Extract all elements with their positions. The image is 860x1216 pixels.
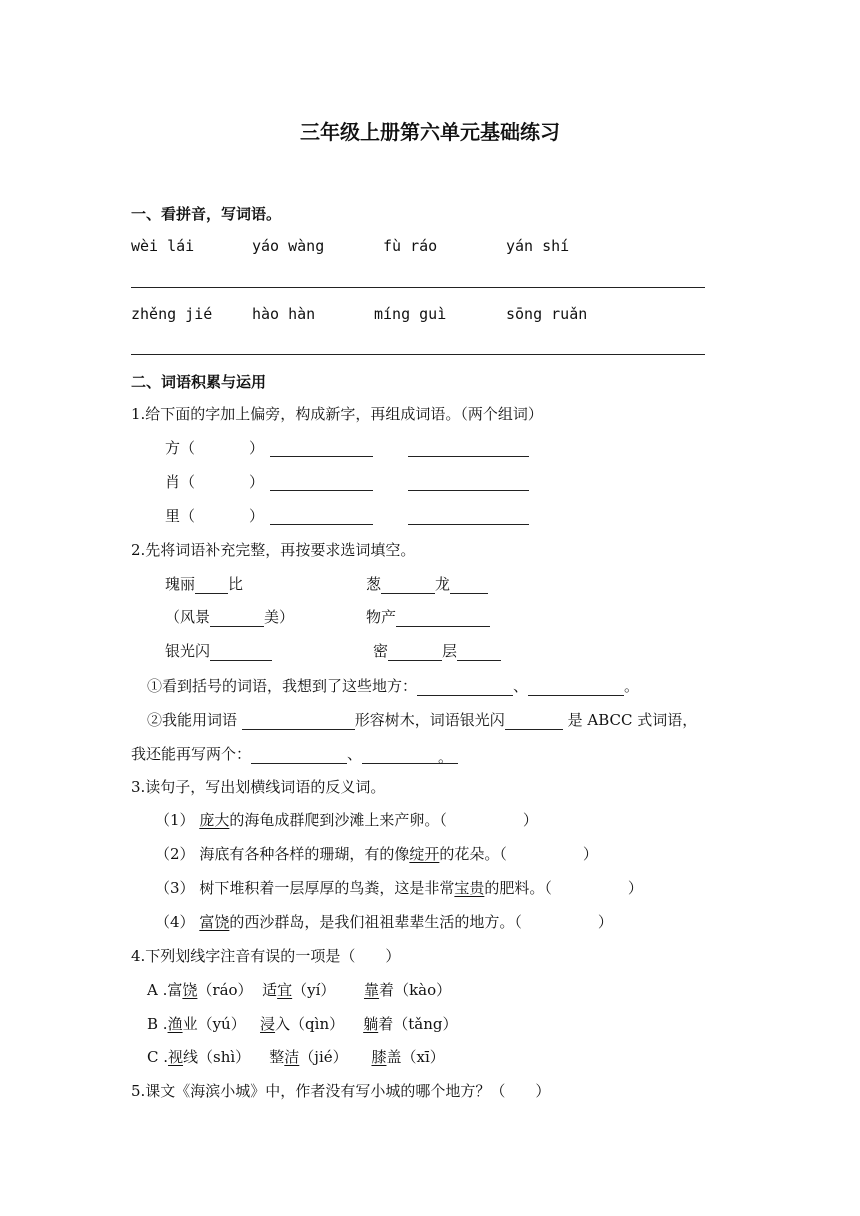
answer-line[interactable]: [131, 354, 705, 355]
idiom-item: 物产: [366, 607, 490, 627]
fill-sentence-1: ①看到括号的词语，我想到了这些地方： 、 。: [147, 677, 640, 695]
answer-line[interactable]: [131, 287, 705, 288]
option-c: C .视线（shì） 整洁（jié） 膝盖（xī）: [147, 1048, 445, 1066]
fill-sentence-2-cont: 我还能再写两个： 、 。: [131, 744, 458, 764]
question-5-prompt: 5.课文《海滨小城》中，作者没有写小城的哪个地方？（ ）: [131, 1082, 551, 1100]
idiom-item: （风景 美）: [165, 608, 295, 626]
underlined-word: 绽开: [409, 845, 440, 863]
section-2-heading: 二、词语积累与运用: [131, 373, 267, 391]
pinyin-item: wèi lái: [131, 237, 195, 255]
radical-row: 方（ ）: [165, 439, 265, 457]
antonym-item: （4） 富饶的西沙群岛，是我们祖祖辈辈生活的地方。（ ）: [155, 913, 613, 931]
pinyin-item: sōng ruǎn: [506, 305, 588, 323]
idiom-item: 密 层: [373, 641, 501, 661]
idiom-blank[interactable]: [457, 644, 501, 661]
idiom-item: 葱 龙: [366, 574, 488, 594]
idiom-blank[interactable]: [450, 577, 488, 594]
fill-blank[interactable]: [417, 679, 513, 696]
pinyin-item: zhěng jié: [131, 305, 213, 323]
option-b: B .渔业（yú） 浸入（qìn） 躺着（tǎng）: [147, 1015, 458, 1033]
pinyin-item: yáo wàng: [252, 237, 325, 255]
page-title: 三年级上册第六单元基础练习: [300, 120, 560, 144]
idiom-blank[interactable]: [210, 610, 264, 627]
radical-row: 里（ ）: [165, 507, 265, 525]
fill-blank[interactable]: [251, 747, 347, 764]
idiom-blank[interactable]: [210, 644, 272, 661]
word-blank[interactable]: [270, 508, 373, 525]
idiom-blank[interactable]: [388, 644, 442, 661]
antonym-item: （2） 海底有各种各样的珊瑚，有的像绽开的花朵。（ ）: [155, 845, 598, 863]
question-4-prompt: 4.下列划线字注音有误的一项是（ ）: [131, 947, 401, 965]
idiom-blank[interactable]: [195, 577, 228, 594]
word-blank[interactable]: [408, 508, 529, 525]
question-2-prompt: 2.先将词语补充完整，再按要求选词填空。: [131, 541, 416, 559]
pinyin-item: yán shí: [506, 237, 570, 255]
fill-blank[interactable]: [242, 713, 355, 730]
antonym-item: （1） 庞大的海龟成群爬到沙滩上来产卵。（ ）: [155, 811, 538, 829]
word-blank[interactable]: [408, 474, 529, 491]
underlined-word: 庞大: [199, 811, 230, 829]
base-char: 里: [165, 507, 181, 525]
idiom-item: 瑰丽 比: [165, 575, 244, 593]
radical-row: 肖（ ）: [165, 473, 265, 491]
fill-sentence-2: ②我能用词语 形容树木，词语银光闪 是 ABCC 式词语，: [147, 711, 698, 729]
word-blank[interactable]: [270, 440, 373, 457]
word-blank[interactable]: [270, 474, 373, 491]
underlined-word: 富饶: [199, 913, 230, 931]
idiom-item: 银光闪: [165, 641, 272, 661]
idiom-blank[interactable]: [396, 610, 490, 627]
section-1-heading: 一、看拼音，写词语。: [131, 205, 282, 223]
pinyin-item: hào hàn: [252, 305, 316, 323]
pinyin-item: míng guì: [374, 305, 447, 323]
fill-blank[interactable]: 。: [362, 747, 458, 764]
underlined-word: 宝贵: [454, 879, 485, 897]
word-blank[interactable]: [408, 440, 529, 457]
question-1-prompt: 1.给下面的字加上偏旁，构成新字，再组成词语。（两个组词）: [131, 405, 543, 423]
pinyin-item: fù ráo: [383, 237, 438, 255]
question-3-prompt: 3.读句子，写出划横线词语的反义词。: [131, 778, 386, 796]
fill-blank[interactable]: [528, 679, 624, 696]
base-char: 方: [165, 439, 181, 457]
base-char: 肖: [165, 473, 181, 491]
antonym-item: （3） 树下堆积着一层厚厚的鸟粪，这是非常宝贵的肥料。（ ）: [155, 879, 643, 897]
fill-blank[interactable]: [505, 713, 563, 730]
idiom-blank[interactable]: [381, 577, 435, 594]
option-a: A .富饶（ráo） 适宜（yí） 靠着（kào）: [147, 981, 452, 999]
